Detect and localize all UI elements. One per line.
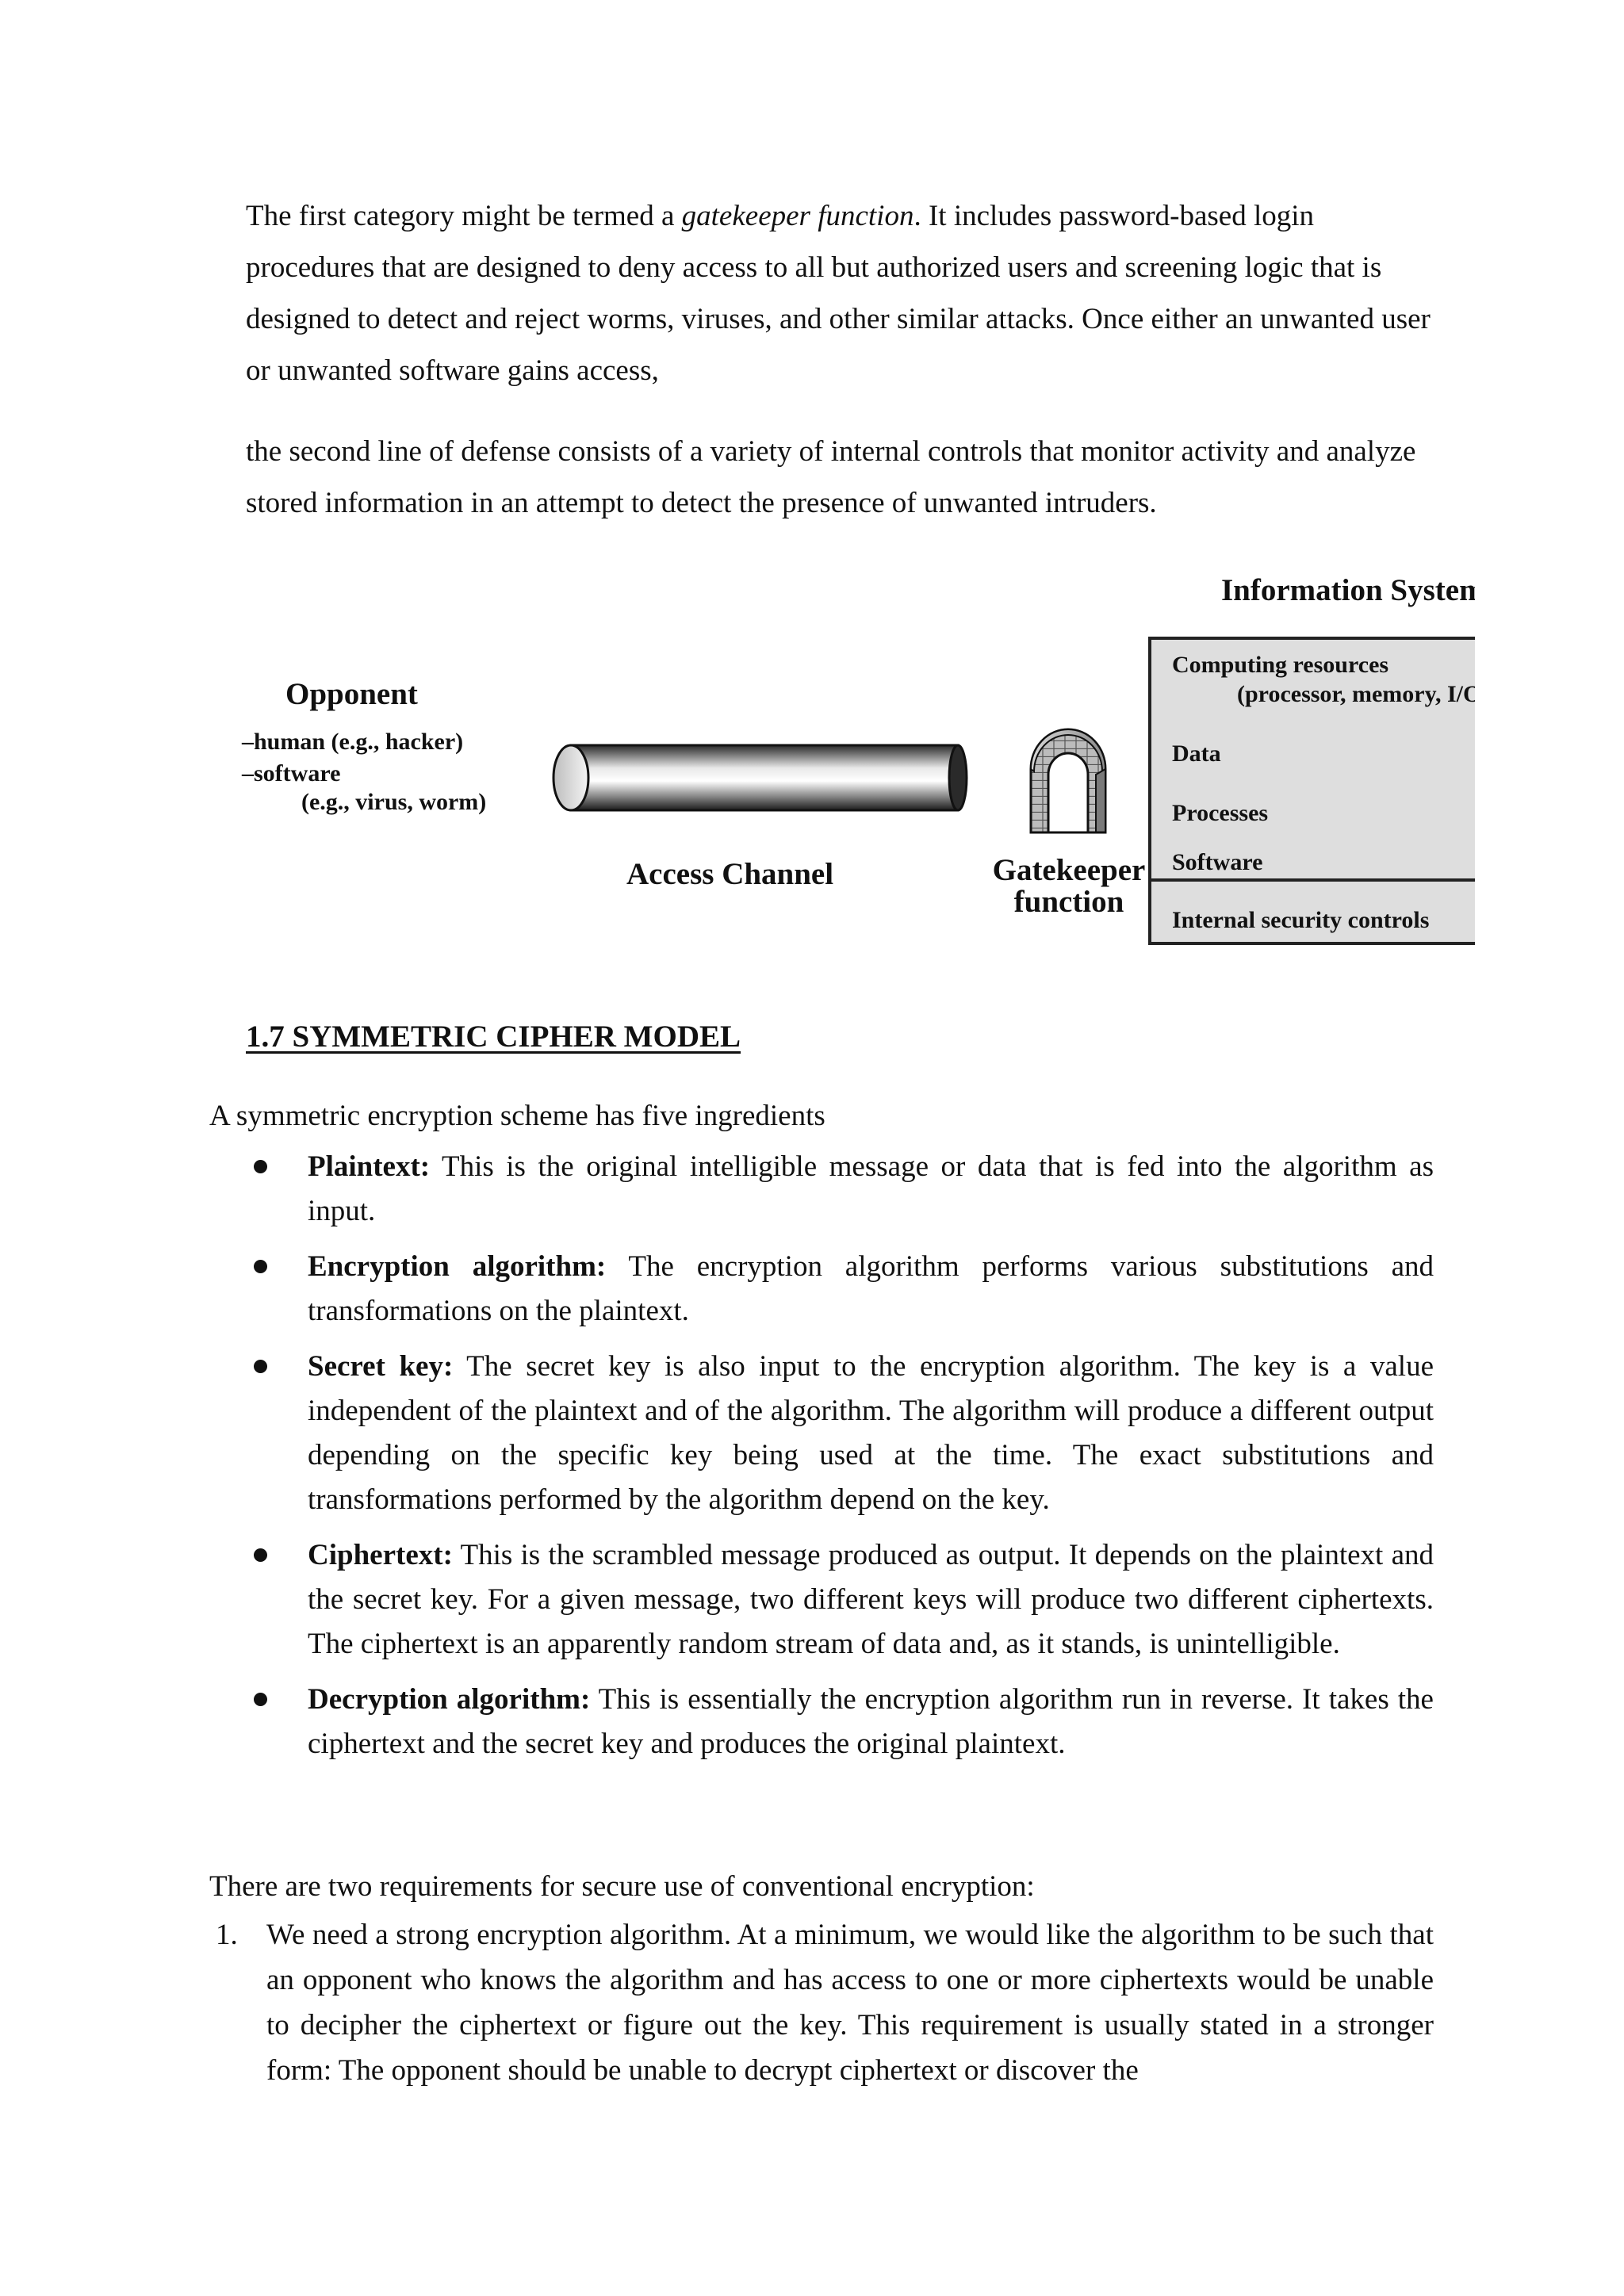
bullet-dot (254, 1693, 267, 1706)
internal-security-controls: Internal security controls (1172, 907, 1430, 933)
ingredient-term: Plaintext: (308, 1150, 431, 1183)
requirements-list (216, 1912, 1434, 2093)
ingredients-list (308, 1145, 1434, 1777)
ingredient-text: This is the scrambled message produced as output. It depends on the plaintext and the secret key. For a given message, two different keys will produce two different ciphertexts. The ciphertext is an apparently random stream of data and, as it stands, is unintelligible. (308, 1539, 1434, 1660)
list-item (308, 1678, 1434, 1766)
list-item (216, 1912, 1434, 2093)
access-channel-pipe (553, 745, 967, 810)
gatekeeper-label-line1: Gatekeeper (992, 853, 1146, 887)
paragraph-gatekeeper (246, 190, 1435, 396)
requirement-text: We need a strong encryption algorithm. At a minimum, we would like the algorithm to be such that an opponent who knows the algorithm and has access to one or more ciphertexts would be unable to decipher the ciphertext or figure out the key. This requirement is usually stated in a stronger form: The opponent should be unable to decrypt ciphertext or discover the (266, 1919, 1434, 2087)
info-processes: Processes (1172, 800, 1269, 826)
list-item (308, 1345, 1434, 1522)
diagram-svg (238, 567, 1475, 979)
ingredient-text: The encryption algorithm performs various substitutions and transformations on the plaintext. (308, 1250, 1434, 1327)
list-item (308, 1245, 1434, 1334)
requirements-intro: There are two requirements for secure use of conventional encryption: (209, 1870, 1035, 1903)
ingredient-term: Decryption algorithm: (308, 1683, 591, 1716)
access-channel-label: Access Channel (626, 857, 834, 891)
computing-resources-detail: (processor, memory, I/O) (1237, 681, 1475, 707)
paragraph-second-line: the second line of defense consists of a variety of internal controls that monitor activity and analyze stored information in an attempt to detect the presence of unwanted intruders. (246, 435, 1416, 519)
opponent-human: –human (e.g., hacker) (242, 729, 464, 755)
access-control-diagram (238, 567, 1475, 979)
bullet-dot (254, 1548, 267, 1562)
opponent-title: Opponent (285, 677, 418, 711)
bullet-dot (254, 1360, 267, 1373)
list-item (308, 1533, 1434, 1667)
paragraph-gatekeeper-after: . It includes password-based login procedures that are designed to deny access to all but authorized users and screening logic that is designed to detect and reject worms, viruses, and other similar attacks. Once either an unwanted user or unwanted software gains access, (246, 200, 1431, 387)
ingredient-term: Ciphertext: (308, 1539, 453, 1571)
info-data: Data (1172, 740, 1221, 767)
bullet-dot (254, 1160, 267, 1173)
gatekeeper-term: gatekeeper function (681, 200, 914, 232)
opponent-software-detail: (e.g., virus, worm) (301, 789, 487, 815)
ingredient-text: The secret key is also input to the encryption algorithm. The key is a value independent of the plaintext and of the algorithm. The algorithm will produce a different output depending on the specific key being used at the time. The exact substitutions and transformations performed by the algorithm depend on the key. (308, 1350, 1434, 1516)
info-system-title: Information System (1221, 573, 1475, 607)
ingredient-term: Encryption algorithm: (308, 1250, 607, 1283)
ingredient-text: This is essentially the encryption algorithm run in reverse. It takes the ciphertext and the secret key and produces the original plaintext. (308, 1683, 1434, 1760)
ingredients-intro: A symmetric encryption scheme has five ingredients (209, 1100, 825, 1132)
gatekeeper-arch (1031, 729, 1105, 832)
computing-resources: Computing resources (1172, 652, 1389, 678)
requirement-number: 1. (216, 1919, 238, 1951)
ingredient-text: This is the original intelligible message or data that is fed into the algorithm as input. (308, 1150, 1434, 1227)
section-heading: 1.7 SYMMETRIC CIPHER MODEL (246, 1020, 741, 1054)
gatekeeper-label-line2: function (1013, 885, 1124, 919)
list-item (308, 1145, 1434, 1234)
opponent-software: –software (242, 760, 341, 786)
paragraph-gatekeeper-before: The first category might be termed a (246, 200, 682, 232)
ingredient-term: Secret key: (308, 1350, 454, 1383)
info-software: Software (1172, 849, 1263, 875)
bullet-dot (254, 1260, 267, 1273)
